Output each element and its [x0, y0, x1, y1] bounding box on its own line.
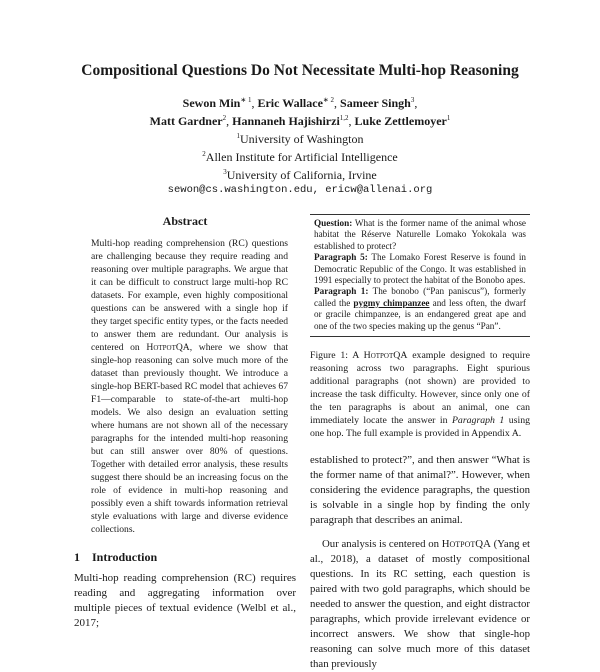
- affiliation: [0, 147, 600, 165]
- paragraph-label: Paragraph 1:: [314, 286, 369, 297]
- author-name: Hannaneh Hajishirzi: [232, 114, 340, 128]
- affiliation-sup: 1: [236, 132, 241, 140]
- paragraph-text: The bonobo (“Pan paniscus”), formerly called the: [314, 286, 526, 308]
- affiliation: [0, 165, 600, 183]
- dataset-name: HotpotQA: [441, 538, 491, 551]
- left-column: [74, 214, 296, 631]
- author-name: Sewon Min: [182, 96, 241, 110]
- affiliation-sup: 3: [223, 168, 227, 176]
- affiliation: [0, 129, 600, 147]
- author-sup: ∗ 1: [240, 96, 252, 104]
- abstract-text-part: , where we show that single-hop reasoning can solve much more of the dataset than previously thought. We introduce a single-hop BERT-based RC model that achieves 67 F1—comparable to state-of-the-art multi-hop models. We also design an evaluation setting where humans are not shown all of the necessary paragraphs for the intended multi-hop reasoning but can still answer over 80% of questions. Together with detailed error analysis, these results suggest there should be an increasing focus on the role of evidence in multi-hop reasoning and possibly even a shift towards information retrieval style evaluations with large and diverse evidence collections.: [91, 342, 288, 535]
- affiliation-sup: 2: [202, 150, 206, 158]
- author-sup: ∗ 2: [322, 96, 335, 104]
- section-title: Introduction: [92, 550, 158, 564]
- dataset-name: HotpotQA: [363, 350, 408, 362]
- question-text: What is the former name of the animal whose habitat the Réserve Naturelle Lomako Yokokala was established to protect?: [314, 218, 526, 251]
- caption-text: using one hop. The full example is provided in Appendix A.: [310, 415, 530, 440]
- caption-text: Figure 1: A: [310, 350, 364, 362]
- authors-line-2: Matt Gardner$^2$, Hannaneh Hajishirzi$^{1,2}$, Luke Zettlemoyer$^1$: [149, 114, 451, 128]
- paragraph-text: and less often, the dwarf or gracile chimpanzee, is an endangered great ape and one of the two species making up the genus “Pan”.: [314, 297, 526, 331]
- author-sup: 2: [222, 114, 227, 122]
- body-paragraph: [310, 537, 530, 672]
- authors-line-1: Sewon Min$^{∗ 1}$, Eric Wallace$^{∗ 2}$, Sameer Singh$^3$,: [182, 96, 418, 110]
- figure-1-box: [310, 214, 530, 337]
- question-label: Question:: [314, 218, 353, 228]
- author-block: [0, 93, 600, 198]
- caption-italic: Paragraph 1: [451, 415, 505, 427]
- figure-question: [314, 218, 526, 252]
- abstract-heading: Abstract: [162, 214, 208, 228]
- author-name: Eric Wallace: [257, 96, 323, 110]
- body-text-part: (Yang et al., 2018), a dataset of mostly compositional questions. In its RC setting, each question is paired with two gold paragraphs, which should be needed to answer the question, and eight distractor paragraphs, which provide irrelevant evidence or incorrect answers. We show that single-hop reasoning can solve much more of this dataset than previously: [310, 538, 530, 671]
- author-email[interactable]: sewon@cs.washington.edu, ericw@allenai.org: [167, 184, 433, 196]
- affiliation-name: Allen Institute for Artificial Intelligence: [205, 150, 398, 164]
- figure-paragraph-1: [314, 286, 526, 332]
- author-name: Sameer Singh: [340, 96, 411, 110]
- author-sup: 1,2: [339, 114, 349, 122]
- author-name: Luke Zettlemoyer: [354, 114, 447, 128]
- introduction-text: Multi-hop reading comprehension (RC) requires reading and aggregating information over multiple pieces of textual evidence (Welbl et al., 2017;: [74, 572, 296, 629]
- paragraph-text: The Lomako Forest Reserve is found in Democratic Republic of the Congo. It was established in 1991 especially to protect the habitat of the Bonobo apes.: [314, 252, 527, 286]
- affiliation-name: University of Washington: [240, 132, 364, 146]
- body-paragraph: established to protect?”, and then answer “What is the former name of that animal?”. However, when considering the evidence paragraphs, the question is solvable in a single hop by finding the only paragraph that describes an animal.: [310, 454, 530, 527]
- dataset-name: HotpotQA: [146, 342, 190, 353]
- author-name: Matt Gardner: [149, 114, 223, 128]
- affiliation-name: University of California, Irvine: [226, 168, 377, 182]
- section-heading-introduction: [74, 550, 296, 565]
- author-sup: 3: [410, 96, 415, 104]
- right-column: [310, 214, 530, 672]
- abstract-text: [91, 237, 288, 536]
- paper-title: Compositional Questions Do Not Necessitate Multi-hop Reasoning: [81, 62, 519, 79]
- body-text-part: Our analysis is centered on: [322, 538, 442, 551]
- figure-paragraph-5: [314, 252, 526, 286]
- author-sup: 1: [446, 114, 451, 122]
- figure-1-caption: [310, 349, 530, 440]
- abstract-text-part: Multi-hop reading comprehension (RC) questions are challenging because they require reading and reasoning over multiple paragraphs. We argue that it can be difficult to construct large multi-hop RC datasets. For example, even highly compositional questions can be answered with a single hop if they target specific entity types, or the facts needed to answer them are redundant. Our analysis is centered on: [91, 238, 288, 353]
- paragraph-label: Paragraph 5:: [314, 252, 368, 263]
- section-number: 1: [74, 550, 80, 564]
- caption-text: example designed to require reasoning across two paragraphs. Eight spurious additional paragraphs (not shown) are provided to increase the task difficulty. However, since only one of the ten paragraphs is about an animal, one can immediately locate the answer in: [310, 350, 531, 427]
- answer-highlight: pygmy chimpanzee: [353, 297, 430, 308]
